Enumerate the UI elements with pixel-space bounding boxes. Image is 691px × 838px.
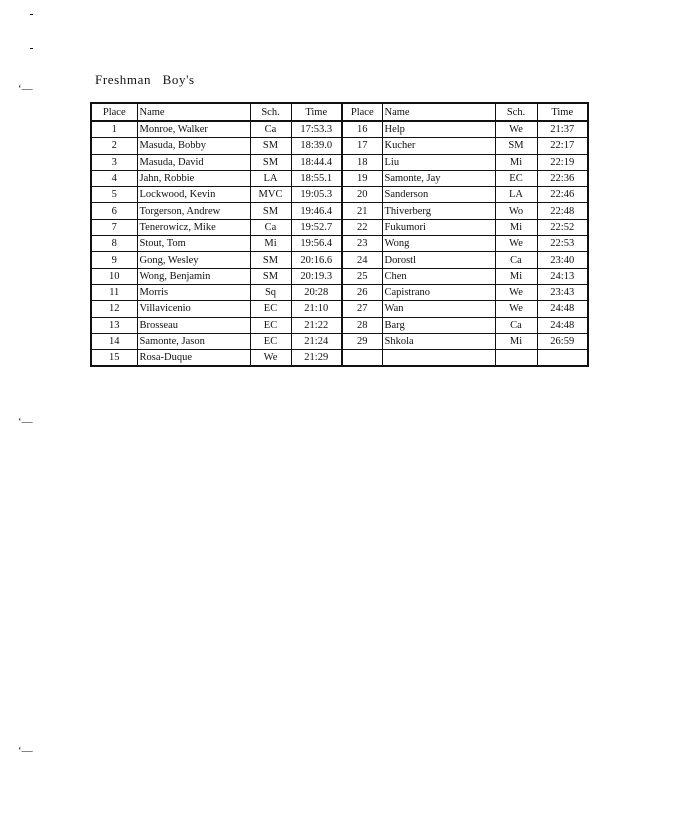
column-header-name: Name <box>137 103 250 121</box>
name-cell: Brosseau <box>137 317 250 333</box>
name-cell: Wong <box>382 236 495 252</box>
table-row <box>91 187 588 203</box>
name-cell: Masuda, Bobby <box>137 138 250 154</box>
school-cell: SM <box>250 138 291 154</box>
place-cell: 2 <box>91 138 137 154</box>
time-cell: 22:36 <box>537 170 588 186</box>
place-cell: 26 <box>342 284 382 300</box>
school-cell: Mi <box>495 268 537 284</box>
scan-mark: ‘— <box>18 416 33 428</box>
name-cell: Capistrano <box>382 284 495 300</box>
time-cell: 23:43 <box>537 284 588 300</box>
table-row <box>91 203 588 219</box>
name-cell: Liu <box>382 154 495 170</box>
place-cell: 18 <box>342 154 382 170</box>
time-cell: 20:16.6 <box>291 252 342 268</box>
school-cell: SM <box>250 203 291 219</box>
school-cell: SM <box>250 252 291 268</box>
name-cell: Morris <box>137 284 250 300</box>
name-cell: Samonte, Jay <box>382 170 495 186</box>
place-cell: 15 <box>91 350 137 367</box>
name-cell: Kucher <box>382 138 495 154</box>
place-cell: 6 <box>91 203 137 219</box>
school-cell: Ca <box>250 219 291 235</box>
name-cell: Torgerson, Andrew <box>137 203 250 219</box>
time-cell: 21:24 <box>291 333 342 349</box>
school-cell: SM <box>495 138 537 154</box>
time-cell <box>537 350 588 367</box>
time-cell: 17:53.3 <box>291 121 342 138</box>
name-cell: Shkola <box>382 333 495 349</box>
school-cell <box>495 350 537 367</box>
school-cell: EC <box>495 170 537 186</box>
school-cell: We <box>495 284 537 300</box>
time-cell: 22:46 <box>537 187 588 203</box>
place-cell: 19 <box>342 170 382 186</box>
name-cell: Villavicenio <box>137 301 250 317</box>
time-cell: 23:40 <box>537 252 588 268</box>
table-row <box>91 301 588 317</box>
name-cell: Tenerowicz, Mike <box>137 219 250 235</box>
school-cell: EC <box>250 333 291 349</box>
school-cell: EC <box>250 317 291 333</box>
school-cell: LA <box>495 187 537 203</box>
place-cell: 11 <box>91 284 137 300</box>
time-cell: 18:39.0 <box>291 138 342 154</box>
table-row <box>91 138 588 154</box>
school-cell: MVC <box>250 187 291 203</box>
table-row <box>91 252 588 268</box>
name-cell: Dorostl <box>382 252 495 268</box>
scan-mark <box>30 48 33 49</box>
school-cell: Ca <box>495 317 537 333</box>
place-cell: 29 <box>342 333 382 349</box>
column-header-place: Place <box>91 103 137 121</box>
time-cell: 22:52 <box>537 219 588 235</box>
school-cell: Ca <box>495 252 537 268</box>
name-cell: Lockwood, Kevin <box>137 187 250 203</box>
school-cell: Mi <box>250 236 291 252</box>
school-cell: Sq <box>250 284 291 300</box>
table-row <box>91 170 588 186</box>
name-cell <box>382 350 495 367</box>
school-cell: Mi <box>495 219 537 235</box>
time-cell: 20:19.3 <box>291 268 342 284</box>
name-cell: Wan <box>382 301 495 317</box>
time-cell: 26:59 <box>537 333 588 349</box>
place-cell: 1 <box>91 121 137 138</box>
column-header-time: Time <box>537 103 588 121</box>
time-cell: 18:44.4 <box>291 154 342 170</box>
school-cell: EC <box>250 301 291 317</box>
name-cell: Stout, Tom <box>137 236 250 252</box>
time-cell: 19:56.4 <box>291 236 342 252</box>
table-row <box>91 219 588 235</box>
place-cell: 7 <box>91 219 137 235</box>
place-cell <box>342 350 382 367</box>
place-cell: 4 <box>91 170 137 186</box>
name-cell: Rosa-Duque <box>137 350 250 367</box>
place-cell: 13 <box>91 317 137 333</box>
time-cell: 21:10 <box>291 301 342 317</box>
place-cell: 16 <box>342 121 382 138</box>
name-cell: Masuda, David <box>137 154 250 170</box>
name-cell: Gong, Wesley <box>137 252 250 268</box>
place-cell: 27 <box>342 301 382 317</box>
results-table <box>90 102 589 367</box>
place-cell: 3 <box>91 154 137 170</box>
table-row <box>91 284 588 300</box>
school-cell: Ca <box>250 121 291 138</box>
column-header-school: Sch. <box>250 103 291 121</box>
school-cell: We <box>495 121 537 138</box>
table-row <box>91 333 588 349</box>
place-cell: 5 <box>91 187 137 203</box>
column-header-name: Name <box>382 103 495 121</box>
time-cell: 22:19 <box>537 154 588 170</box>
school-cell: Mi <box>495 154 537 170</box>
name-cell: Chen <box>382 268 495 284</box>
table-row <box>91 121 588 138</box>
column-header-place: Place <box>342 103 382 121</box>
school-cell: SM <box>250 268 291 284</box>
place-cell: 12 <box>91 301 137 317</box>
time-cell: 21:22 <box>291 317 342 333</box>
scan-mark <box>30 14 33 15</box>
table-row <box>91 236 588 252</box>
place-cell: 28 <box>342 317 382 333</box>
place-cell: 25 <box>342 268 382 284</box>
column-header-time: Time <box>291 103 342 121</box>
time-cell: 21:29 <box>291 350 342 367</box>
time-cell: 22:48 <box>537 203 588 219</box>
name-cell: Barg <box>382 317 495 333</box>
page-title: Freshman Boy's <box>95 72 195 87</box>
school-cell: Wo <box>495 203 537 219</box>
name-cell: Help <box>382 121 495 138</box>
school-cell: We <box>495 236 537 252</box>
school-cell: We <box>250 350 291 367</box>
time-cell: 19:52.7 <box>291 219 342 235</box>
name-cell: Thiverberg <box>382 203 495 219</box>
time-cell: 18:55.1 <box>291 170 342 186</box>
place-cell: 20 <box>342 187 382 203</box>
place-cell: 8 <box>91 236 137 252</box>
time-cell: 20:28 <box>291 284 342 300</box>
name-cell: Jahn, Robbie <box>137 170 250 186</box>
name-cell: Samonte, Jason <box>137 333 250 349</box>
scan-mark: ‘— <box>18 83 33 95</box>
name-cell: Sanderson <box>382 187 495 203</box>
place-cell: 22 <box>342 219 382 235</box>
name-cell: Fukumori <box>382 219 495 235</box>
table-row <box>91 317 588 333</box>
place-cell: 9 <box>91 252 137 268</box>
place-cell: 24 <box>342 252 382 268</box>
time-cell: 19:46.4 <box>291 203 342 219</box>
time-cell: 22:17 <box>537 138 588 154</box>
name-cell: Monroe, Walker <box>137 121 250 138</box>
time-cell: 24:13 <box>537 268 588 284</box>
table-row <box>91 154 588 170</box>
name-cell: Wong, Benjamin <box>137 268 250 284</box>
table-row <box>91 350 588 367</box>
school-cell: SM <box>250 154 291 170</box>
school-cell: Mi <box>495 333 537 349</box>
header-row <box>91 103 588 121</box>
time-cell: 19:05.3 <box>291 187 342 203</box>
scan-mark: ‘— <box>18 745 33 757</box>
table-row <box>91 268 588 284</box>
place-cell: 14 <box>91 333 137 349</box>
place-cell: 17 <box>342 138 382 154</box>
table-body <box>91 121 588 366</box>
column-header-school: Sch. <box>495 103 537 121</box>
time-cell: 24:48 <box>537 317 588 333</box>
place-cell: 23 <box>342 236 382 252</box>
time-cell: 24:48 <box>537 301 588 317</box>
time-cell: 21:37 <box>537 121 588 138</box>
school-cell: LA <box>250 170 291 186</box>
place-cell: 21 <box>342 203 382 219</box>
time-cell: 22:53 <box>537 236 588 252</box>
school-cell: We <box>495 301 537 317</box>
place-cell: 10 <box>91 268 137 284</box>
